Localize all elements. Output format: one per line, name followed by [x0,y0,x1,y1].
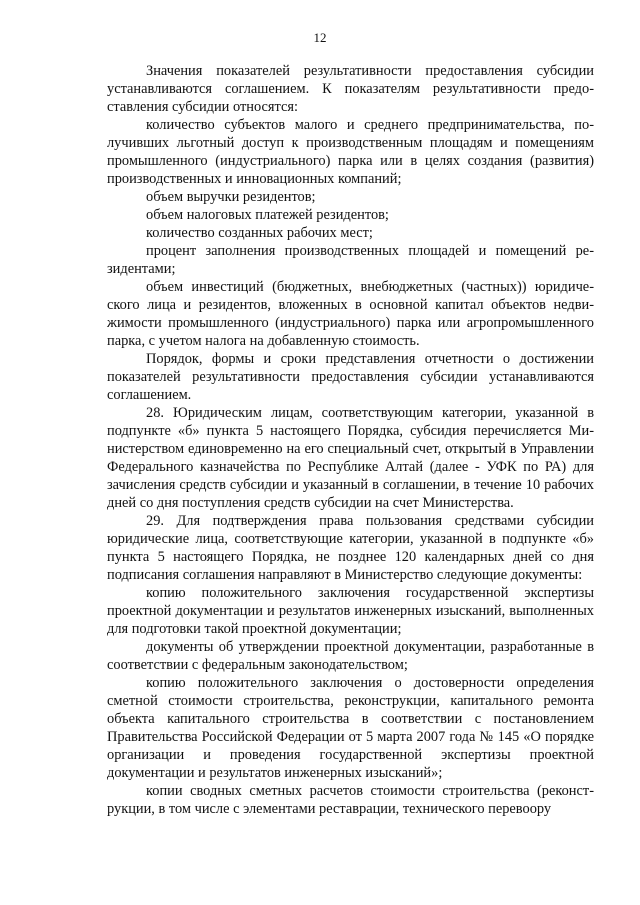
paragraph-investment: объем инвестиций (бюджетных, внебюджетных (частных)) юридического лица и резидентов, вложенных в основной капитал объектов недвижимости промышленного (индустриального) парка или агропромышленного парка, с учетом налога на добавленную стоимость. [107,279,594,349]
paragraph-clause-29: 29. Для подтверждения права пользования средствами субсидии юридические лица, соответствующие категории, указанной в подпункте «б» пункта 5 настоящего Порядка, не позднее 120 календарных дней со дня подписания соглашения направляют в Министерство следующие документы: [107,513,594,583]
paragraph-clause-28: 28. Юридическим лицам, соответствующим категории, указанной в подпункте «б» пункта 5 настоящего Порядка, субсидия перечисляется Министерством единовременно на его специальный счет, открытый в Управлении Федерального казначейства по Республике Алтай (далее - УФК по РА) для зачисления средств субсидии и указанный в соглашении, в течение 10 рабочих дней со дня поступления средств субсидии на счет Министерства. [107,405,594,511]
paragraph-approval-documents: документы об утверждении проектной документации, разработанные в соответствии с федеральным законодательством; [107,639,594,673]
paragraph-indicators-intro: Значения показателей результативности предоставления субсидии устанавливаются соглашением. К показателям результативности предоставления субсидии относятся: [107,63,594,115]
paragraph-jobs: количество созданных рабочих мест; [146,225,373,241]
paragraph-sme-count: количество субъектов малого и среднего предпринимательства, получивших льготный доступ к производственным площадям и помещениям промышленного (индустриального) парка или в целях создания (развития) производственных и инновационных компаний; [107,117,594,187]
paragraph-occupancy: процент заполнения производственных площадей и помещений резидентами; [107,243,594,277]
paragraph-reporting: Порядок, формы и сроки представления отчетности о достижении показателей результативности предоставления субсидии устанавливаются соглашением. [107,351,594,403]
paragraph-tax-payments: объем налоговых платежей резидентов; [146,207,389,223]
page-number: 12 [313,30,327,45]
document-body [107,62,594,818]
paragraph-estimates: копии сводных сметных расчетов стоимости строительства (реконструкции, в том числе с элементами реставрации, технического перевоору [107,783,594,817]
paragraph-expertise-copy: копию положительного заключения государственной экспертизы проектной документации и результатов инженерных изысканий, выполненных для подготовки такой проектной документации; [107,585,594,637]
paragraph-cost-reliability: копию положительного заключения о достоверности определения сметной стоимости строительства, реконструкции, капитального ремонта объекта капитального строительства в соответствии с постановлением Правительства Российской Федерации от 5 марта 2007 года № 145 «О порядке организации и проведения государственной экспертизы проектной документации и результатов инженерных изысканий»; [107,675,594,781]
paragraph-revenue: объем выручки резидентов; [146,189,316,205]
